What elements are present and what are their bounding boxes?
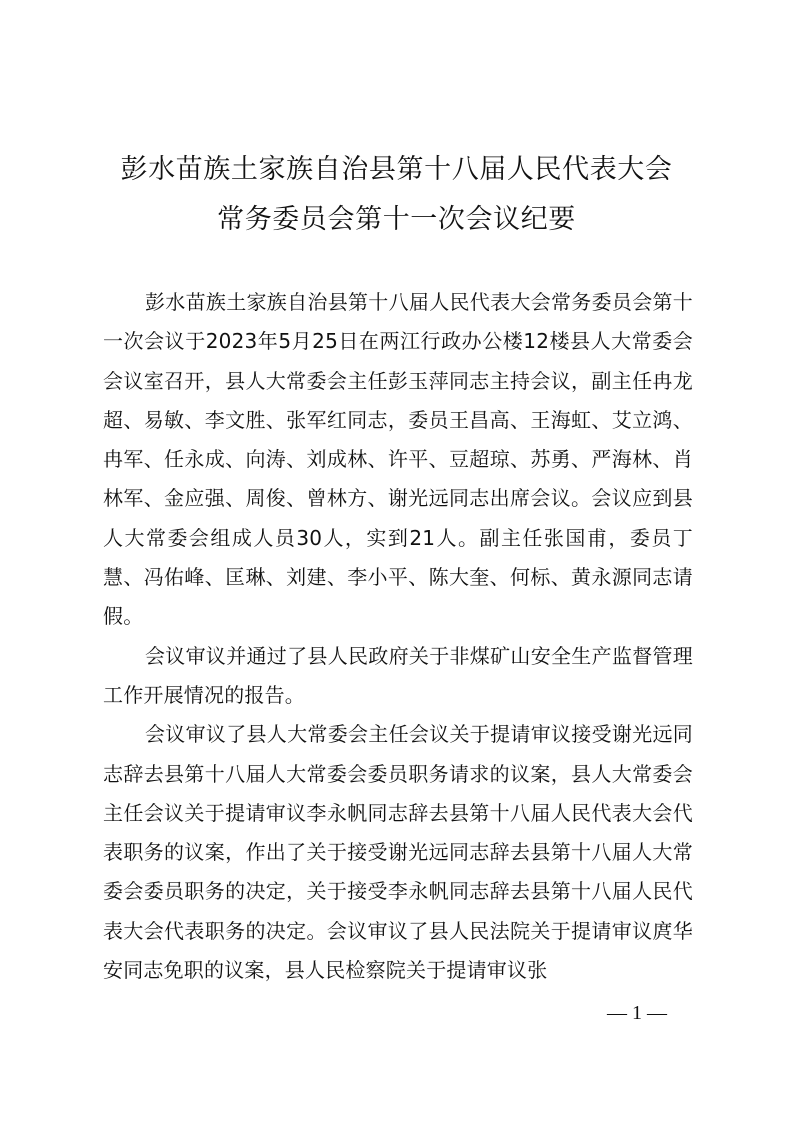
document-body	[103, 283, 693, 990]
document-title	[90, 145, 703, 245]
paragraph-attendance: 彭水苗族土家族自治县第十八届人民代表大会常务委员会第十一次会议于2023年5月25日在两江行政办公楼12楼县人大常委会会议室召开，县人大常委会主任彭玉萍同志主持会议，副主任冉龙超、易敏、李文胜、张军红同志，委员王昌高、王海虹、艾立鸿、冉军、任永成、向涛、刘成林、许平、豆超琼、苏勇、严海林、肖林军、金应强、周俊、曾林方、谢光远同志出席会议。会议应到县人大常委会组成人员30人，实到21人。副主任张国甫，委员丁慧、冯佑峰、匡琳、刘建、李小平、陈大奎、何标、黄永源同志请假。	[103, 290, 693, 629]
title-line-2: 常务委员会第十一次会议纪要	[217, 204, 576, 235]
paragraph-resignation-motions: 会议审议了县人大常委会主任会议关于提请审议接受谢光远同志辞去县第十八届人大常委会委员职务请求的议案，县人大常委会主任会议关于提请审议李永帆同志辞去县第十八届人民代表大会代表职务的议案，作出了关于接受谢光远同志辞去县第十八届人大常委会委员职务的决定，关于接受李永帆同志辞去县第十八届人民代表大会代表职务的决定。会议审议了县人民法院关于提请审议庹华安同志免职的议案，县人民检察院关于提请审议张	[103, 722, 693, 983]
title-line-1: 彭水苗族土家族自治县第十八届人民代表大会	[120, 154, 673, 185]
paragraph-safety-report: 会议审议并通过了县人民政府关于非煤矿山安全生产监督管理工作开展情况的报告。	[103, 643, 693, 707]
page-number: — 1 —	[607, 1002, 667, 1024]
